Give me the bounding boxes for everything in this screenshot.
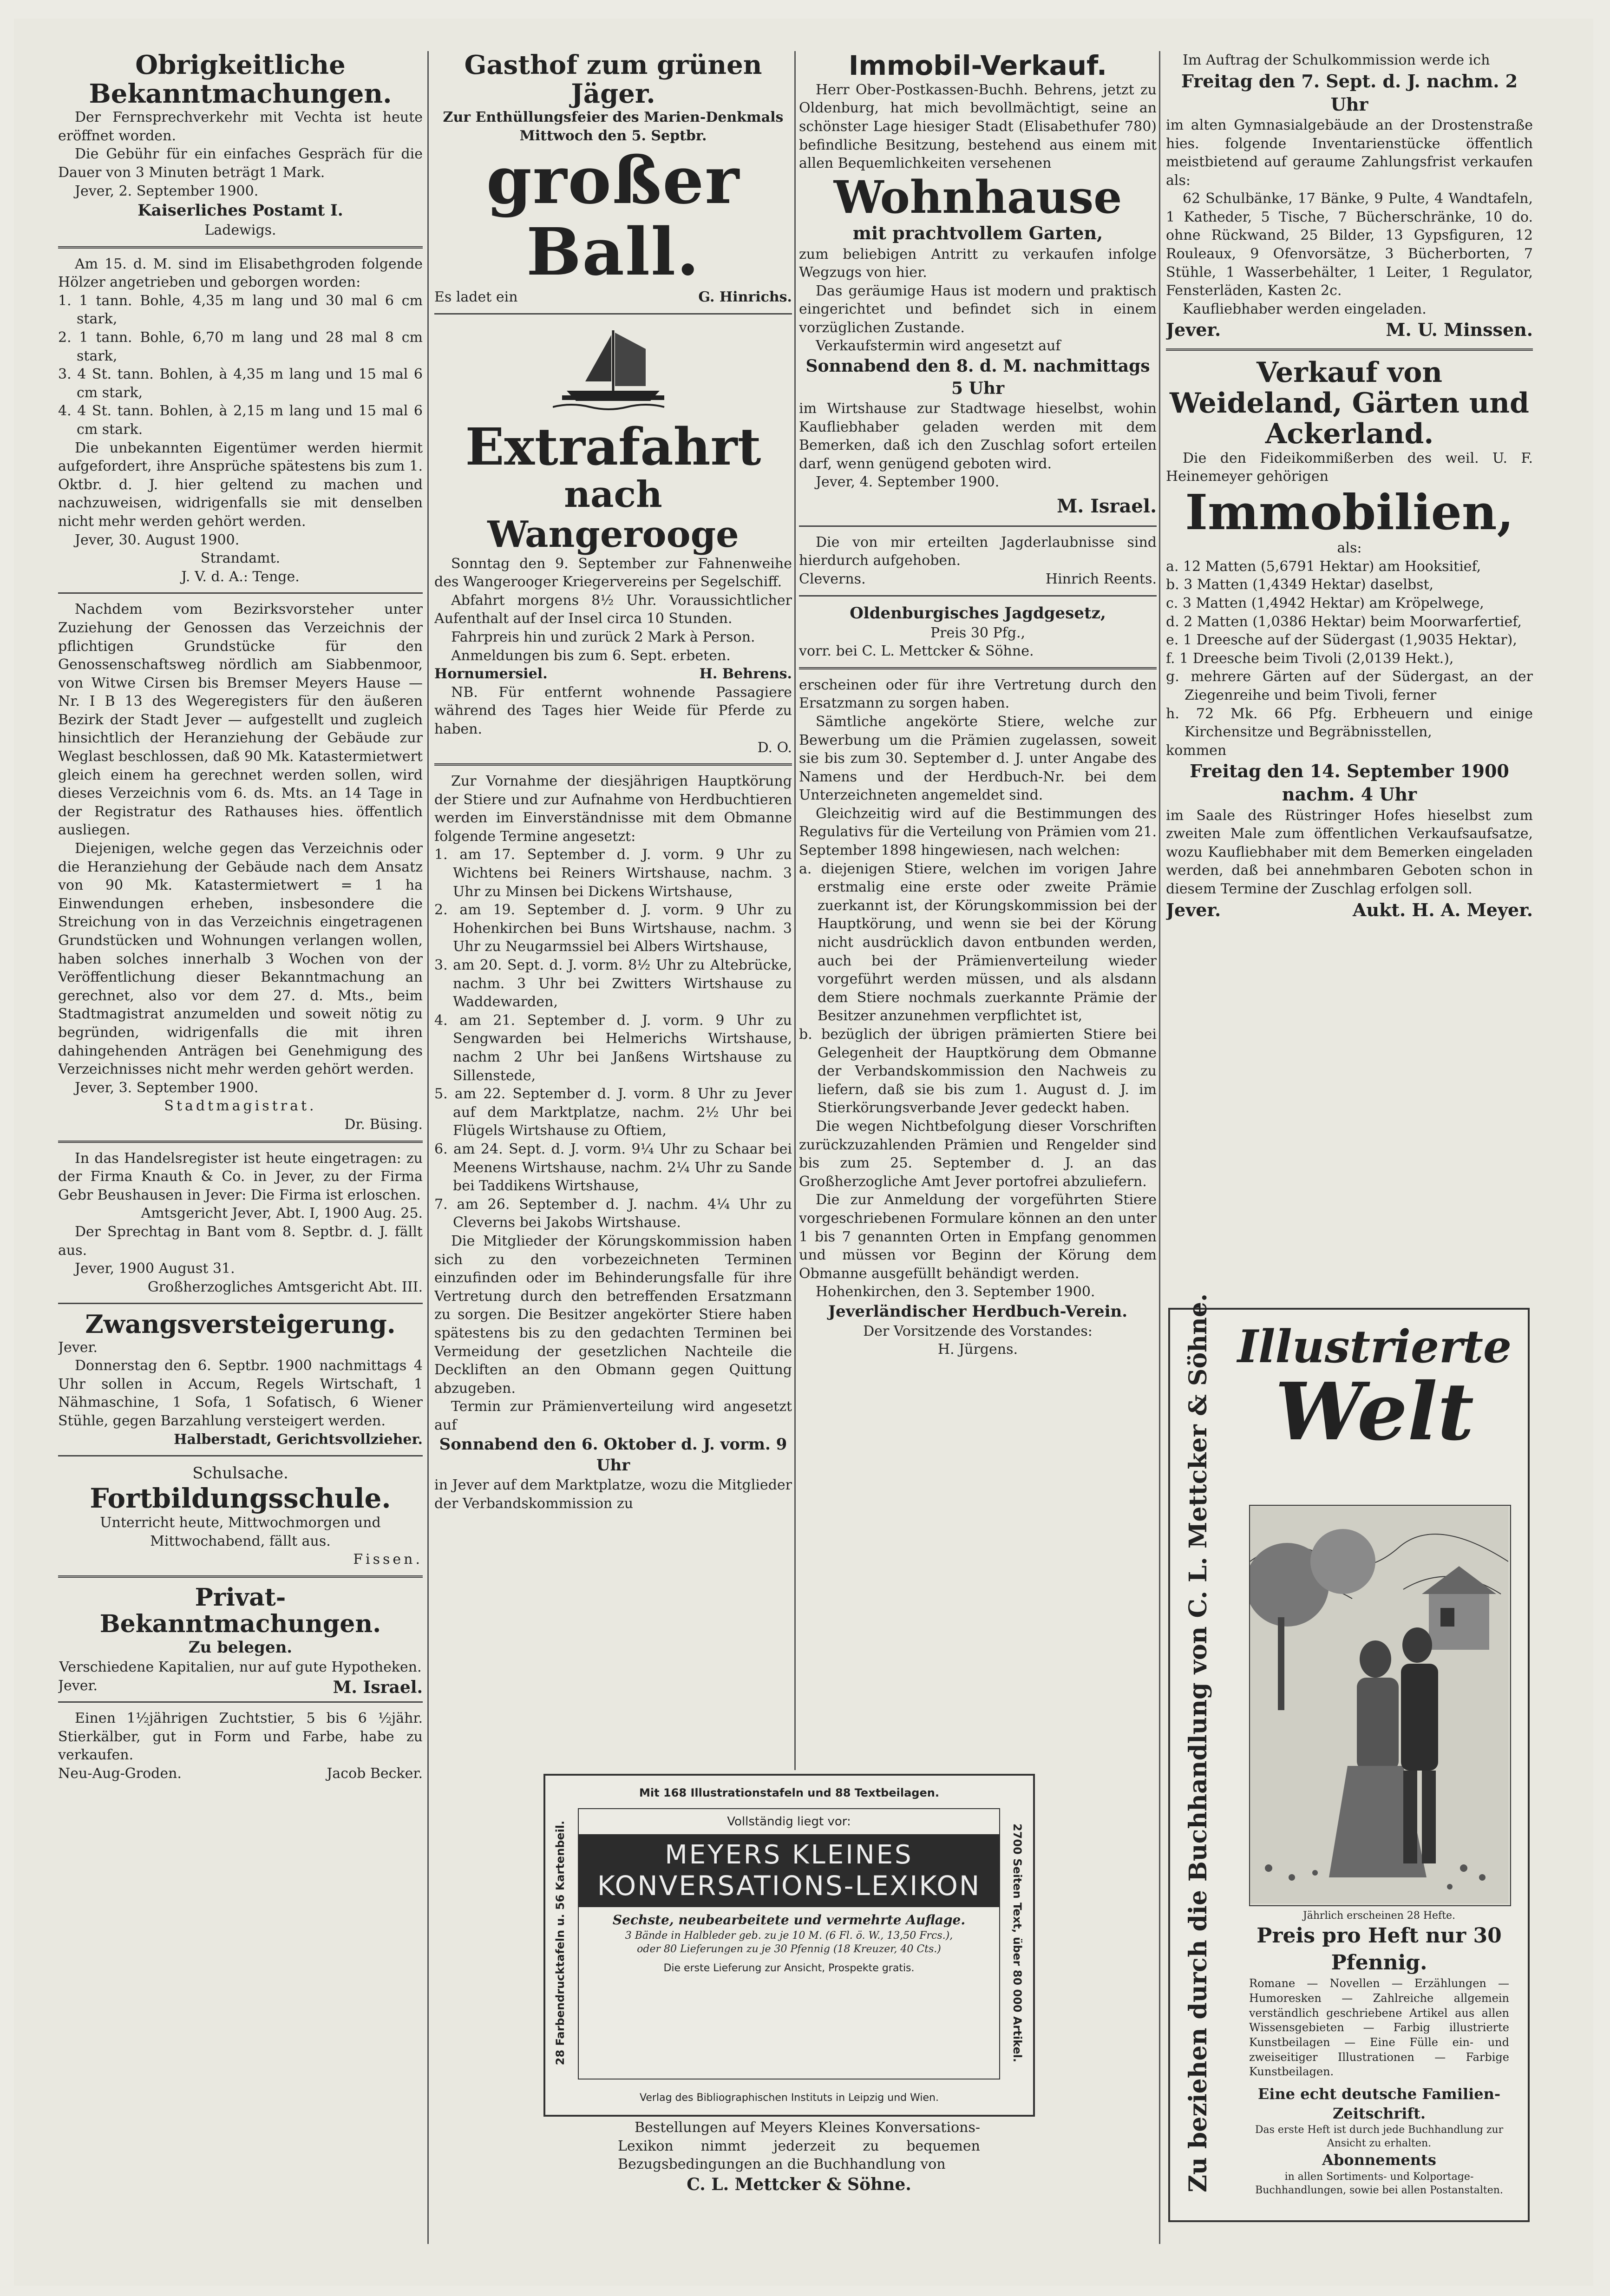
notice-footer [58,1765,423,1783]
notice-text: Zur Vornahme der diesjährigen Hauptkörung der Stiere und zur Aufnahme von Herdbuchtieren werden im Einverständnisse mit dem Obmanne folgende Termine angesetzt: [434,773,792,845]
notice-date: Jever, 2. September 1900. [75,183,259,199]
ad-side-text: 2700 Seiten Text, über 80 000 Artikel. [1011,1823,1024,2062]
ad-text: Verlag des Bibliographischen Instituts in Leipzig und Wien. [640,2092,939,2104]
notice-date: Jever, 4. September 1900. [816,474,1000,491]
notice-text: In das Handelsregister ist heute eingetragen: zu der Firma Knauth & Co. in Jever, zu der Firma Gebr Beushausen in Jever: Die Firma ist erloschen. [58,1150,423,1203]
list-item: e. 1 Dreesche auf der Südergast (1,9035 Hektar), [1166,632,1517,649]
notice-date: Freitag den 14. September 1900 nachm. 4 Uhr [1190,761,1509,805]
notice-signature: Hinrich Reents. [1045,571,1157,588]
sailing-ship-icon [553,321,674,414]
notice-signature: Ladewigs. [204,222,276,239]
list-item: 4. am 21. September d. J. vorm. 9 Uhr zu Sengwarden bei Helmerichs Wirtshause, nachm 2 Uhr bei Janßens Wirtshause zu Sillenstede, [434,1012,792,1084]
notice-text: Einen 1½jährigen Zuchtstier, 5 bis 6 ½jähr. Stierkälber, gut in Form und Farbe, habe zu verkaufen. [58,1710,423,1764]
notice-signature: Halberstadt, Gerichtsvollzieher. [174,1431,423,1448]
heading-obrigkeitliche: Obrigkeitliche Bekanntmachungen. [89,51,392,109]
divider [58,1701,423,1703]
notice-text: zum beliebigen Antritt zu verkaufen infolge Wegzugs von hier. [799,246,1157,281]
notice-signature: Großherzogliches Amtsgericht Abt. III. [147,1279,423,1295]
notice-text: vorr. bei C. L. Mettcker & Söhne. [799,643,1034,660]
column-rule [1159,51,1160,2244]
divider [58,1303,423,1304]
divider [58,592,423,594]
notice-footer [434,288,792,307]
notice-footer [799,570,1157,589]
ad-text: Jährlich erscheinen 28 Hefte. [1302,1910,1456,1922]
heading-extrafahrt: Extrafahrt [465,416,761,477]
heading-privat: Privat-Bekanntmachungen. [99,1583,381,1638]
notice-text: erscheinen oder für ihre Vertretung durch den Ersatzmann zu sorgen haben. [799,676,1157,712]
notice-text: Unterricht heute, Mittwochmorgen und Mittwochabend, fällt aus. [100,1514,381,1549]
ad-text: Vollständig liegt vor: [727,1815,851,1829]
notice-place: Cleverns. [799,571,866,588]
heading-immobil: Immobil-Verkauf. [848,51,1107,81]
column-2 [434,51,792,1513]
notice-date: Sonnabend den 6. Oktober d. J. vorm. 9 Uhr [439,1435,787,1475]
list-item: 1. 1 tann. Bohle, 4,35 m lang und 30 mal 6 cm stark, [58,292,423,328]
heading-weideland: Verkauf von Weideland, Gärten und Ackerland. [1170,356,1529,450]
notice-place: Jever. [58,1677,98,1694]
ad-price: Preis pro Heft nur 30 Pfennig. [1257,1924,1502,1975]
notice-text: Der Vorsitzende des Vorstandes: [863,1323,1093,1339]
notice-footer [434,665,792,683]
heading-wangerooge: nach Wangerooge [487,473,739,556]
notice-heading: Oldenburgisches Jagdgesetz, [850,604,1106,623]
list-item: 5. am 22. September d. J. vorm. 8 Uhr zu Jever auf dem Marktplatze, nachm. 2½ Uhr bei Flügels Wirtshause zu Oftiem, [434,1086,792,1139]
list-item: 2. 1 tann. Bohle, 6,70 m lang und 28 mal 8 cm stark, [58,329,423,364]
notice-date: Hohenkirchen, den 3. September 1900. [816,1284,1095,1300]
ad-heading: Abonnements [1322,2151,1436,2169]
column-1 [58,51,423,1783]
divider [799,525,1157,527]
notice-text: Verschiedene Kapitalien, nur auf gute Hypotheken. [59,1659,422,1675]
notice-text: Am 15. d. M. sind im Elisabethgroden folgende Hölzer angetrieben und geborgen worden: [58,256,423,291]
notice-signature: C. L. Mettcker & Söhne. [687,2174,911,2194]
notice-text: Die wegen Nichtbefolgung dieser Vorschriften zurückzuzahlenden Prämien und Rengelder sind bis zum 25. September d. J. an das Großherzogliche Amt Jever portofrei abzuliefern. [799,1118,1157,1190]
list-item: f. 1 Dreesche beim Tivoli (2,0139 Hekt.), [1166,650,1454,667]
illustrierte-welt-ad [1168,1293,1530,2222]
regulativ-list [799,860,1157,1117]
notice-place: Jever. [58,1339,98,1356]
notice-place: Neu-Aug-Groden. [58,1765,182,1782]
notice-text: Fahrpreis hin und zurück 2 Mark à Person. [451,629,755,645]
notice-text: Sonntag den 9. September zur Fahnenweihe des Wangerooger Kriegervereins per Segelschiff. [434,555,792,590]
column-3 [799,51,1157,1359]
notice-text: Die von mir erteilten Jagderlaubnisse sind hierdurch aufgehoben. [799,534,1157,569]
notice-place: Jever. [1166,899,1221,920]
notice-text: im Saale des Rüstringer Hofes hieselbst zum zweiten Male zum öffentlichen Verkaufsaufsatze, wozu Kaufliebhaber mit dem Bemerken eingeladen werden, daß bei annehmbaren Geboten schon in diesem Termine der Zuschlag erfolgen soll. [1166,807,1533,897]
heading-gasthof: Gasthof zum grünen Jäger. [464,51,762,109]
list-item: b. 3 Matten (1,4349 Hektar) daselbst, [1166,577,1434,593]
notice-footer [1166,318,1533,341]
divider [58,1575,423,1578]
notice-text: Bestellungen auf Meyers Kleines Konversations-Lexikon nimmt jederzeit zu bequemen Bezugsbedingungen an die Buchhandlung von [618,2119,980,2173]
notice-signature: Fissen. [353,1551,423,1568]
notice-text: Donnerstag den 6. Septbr. 1900 nachmittags 4 Uhr sollen in Accum, Regels Wirtschaft, 1 Nähmaschine, 1 Sofa, 1 Sofatisch, 6 Wiener Stühle, gegen Barzahlung versteigert werden. [58,1358,423,1430]
heading-zwangsversteigerung: Zwangsversteigerung. [85,1309,396,1339]
notice-text: Herr Ober-Postkassen-Buchh. Behrens, jetzt zu Oldenburg, hat mich bevollmächtigt, seine an schönster Lage hiesiger Stadt (Elisabethufer 780) befindliche Besitzung, bestehend aus einem mit allen Bequemlichkeiten versehenen [799,81,1157,172]
heading-fortbildungsschule: Fortbildungsschule. [90,1483,391,1515]
notice-date: Jever, 30. August 1900. [75,531,240,548]
notice-text: kommen [1166,742,1227,759]
notice-signature: Jacob Becker. [327,1765,423,1782]
notice-text: Der Sprechtag in Bant vom 8. Septbr. d. J. fällt aus. [58,1223,423,1259]
divider [58,246,423,249]
notice-text: 62 Schulbänke, 17 Bänke, 9 Pulte, 4 Wandtafeln, 1 Katheder, 5 Tische, 7 Bücherschränke, 10 do. ohne Rückwand, 25 Bilder, 13 Gypsfiguren, 12 Rouleaux, 9 Ofenvorsätze, 3 Bücherborten, 7 Stühle, 1 Wasserbehälter, 1 Leiter, 1 Regulator, Fensterläden, Kasten 2c. [1166,190,1533,299]
notice-heading: Zu belegen. [188,1638,293,1657]
notice-signature: H. Behrens. [699,666,792,682]
newspaper-page [14,19,1593,2286]
section-label: Schulsache. [192,1464,288,1483]
notice-signature: Stadtmagistrat. [164,1098,317,1115]
heading-wohnhause: Wohnhause [833,171,1122,223]
notice-text: Zur Enthüllungsfeier des Marien-Denkmals Mittwoch den 5. Septbr. [443,109,784,144]
ad-title-band [579,1834,999,1907]
notice-text: Abfahrt morgens 8½ Uhr. Voraussichtlicher Aufenthalt auf der Insel circa 10 Stunden. [434,592,792,627]
notice-text: NB. Für entfernt wohnende Passagiere während des Tages hier Weide für Pferde zu haben. [434,684,792,737]
notice-signature: J. V. d. A.: Tenge. [181,568,300,585]
notice-signature: Amtsgericht Jever, Abt. I, 1900 Aug. 25. [141,1205,423,1222]
heading-immobilien: Immobilien, [1185,483,1514,541]
engraving-image [1250,1506,1508,1903]
notice-text: Das geräumige Haus ist modern und praktisch eingerichtet und befindet sich in einem vorzüglichen Zustande. [799,282,1157,336]
notice-date: Freitag den 7. Sept. d. J. nachm. 2 Uhr [1181,70,1518,115]
list-item: a. 12 Matten (5,6791 Hektar) am Hooksitief, [1166,558,1481,575]
ad-title: KONVERSATIONS-LEXIKON [597,1870,981,1902]
notice-signature: D. O. [757,739,792,756]
ad-text: Romane — Novellen — Erzählungen — Humoresken — Zahlreiche allgemein verständlich geschriebene Artikel aus allen Wissensgebieten — Farbig illustrierte Kunstbeilagen — Eine Fülle ein- und zweiseitiger Illustrationen — Farbige Kunstbeilagen. [1249,1977,1509,2079]
notice-date: Jever, 3. September 1900. [75,1079,259,1096]
notice-place: Hornumersiel. [434,666,548,682]
divider [799,595,1157,597]
list-item: b. bezüglich der übrigen prämierten Stiere bei Gelegenheit der Hauptkörung dem Obmanne der Verbandskommission den Nachweis zu liefern, daß sie bis zum 1. August d. J. im Stierkörungsverbande Jever gedeckt haben. [799,1026,1157,1116]
strand-list [58,292,423,439]
meyers-order [618,2119,980,2196]
list-item: a. diejenigen Stiere, welchen im vorigen Jahre erstmalig eine erste oder zweite Prämie zuerkannt ist, der Körungskommission bei der Hauptkörung, und wenn sie bei der Körung nicht ausdrücklich davon entbunden werden, auch bei der Prämienverteilung wieder vorgeführt werden müssen, und als alsdann dem Stiere nochmals zuerkannte Prämie der Besitzer anzunehmen verpflichtet ist, [799,860,1157,1024]
ad-text: Sechste, neubearbeitete und vermehrte Auflage. [612,1912,966,1928]
ad-title: Illustrierte [1237,1320,1512,1373]
divider [799,667,1157,669]
notice-signature: M. U. Minssen. [1386,319,1533,341]
notice-heading: mit prachtvollem Garten, [852,223,1103,244]
ad-text: Die erste Lieferung zur Ansicht, Prospekte gratis. [663,1962,915,1975]
notice-signature: Kaiserliches Postamt I. [137,201,343,220]
ad-title: Welt [1275,1365,1474,1458]
divider [1166,348,1533,351]
ad-inner [578,1808,1000,2080]
notice-signature: G. Hinrichs. [698,289,792,306]
meyers-lexikon-ad [543,1774,1035,2117]
notice-text: Diejenigen, welche gegen das Verzeichnis oder die Heranziehung der Gebäude nach dem Ansatz von 90 Mk. Katastermietwert = 1 ha Einwendungen erheben, insbesondere die Streichung von in das Verzeichnis eingetragenen Grundstücken und Wohnungen verlangen wollen, haben solches innerhalb 3 Wochen von der Veröffentlichung dieser Bekanntmachung an gerechnet, also vor dem 27. d. Mts., beim Stadtmagistrat anzumelden und soweit nötig zu begründen, widrigenfalls die mit ihren dahingehenden Anträgen bei Genehmigung des Verzeichnisses nicht mehr werden gehört werden. [58,840,423,1078]
list-item: 2. am 19. September d. J. vorm. 9 Uhr zu Hohenkirchen bei Buns Wirtshause, nachm. 3 Uhr zu Neugarmssiel bei Albers Wirtshause, [434,902,792,955]
notice-date: Jever, 1900 August 31. [75,1260,235,1277]
koerung-list [434,846,792,1232]
notice-footer [1166,899,1533,922]
notice-text: Die Mitglieder der Körungskommission haben sich zu den vorbezeichneten Terminen einzufinden oder im Behinderungsfalle für ihre Vertretung durch den betreffenden Ersatzmann zu sorgen. Die Besitzer angekörter Stiere haben spätestens bis zu den gedachten Terminen bei Vermeidung der gesetzlichen Nachteile die Deckliften an den Obmann gegen Quittung abzugeben. [434,1233,792,1397]
notice-text: Sämtliche angekörte Stiere, welche zur Bewerbung um die Prämien zugelassen, soweit sie bis zum 30. September d. J. unter Angabe des Namens und der Herdbuch-Nr. bei dem Unterzeichneten angemeldet sind. [799,713,1157,804]
notice-signature: M. Israel. [333,1677,423,1697]
notice-text: Preis 30 Pfg., [930,624,1026,641]
notice-text: Kaufliebhaber werden eingeladen. [1183,301,1427,317]
notice-text: Termin zur Prämienverteilung wird angesetzt auf [434,1398,792,1433]
vertical-ad-text: Zu beziehen durch die Buchhandlung von C. L. Mettcker & Söhne. [1184,1293,1212,2192]
notice-text: Die den Fideikommißerben des weil. U. F. Heinemeyer gehörigen [1166,450,1533,485]
list-item: 1. am 17. September d. J. vorm. 9 Uhr zu Wichtens bei Reiners Wirtshause, nachm. 3 Uhr zu Minsen bei Dickens Wirtshause, [434,846,792,900]
divider [58,1455,423,1456]
notice-signature: Strandamt. [200,550,281,567]
list-item: 7. am 26. September d. J. nachm. 4¼ Uhr zu Cleverns bei Jakobs Wirtshause. [434,1196,792,1231]
heading-ball: großer Ball. [486,143,740,291]
list-item: d. 2 Matten (1,0386 Hektar) beim Moorwarfertief, [1166,613,1522,630]
notice-text: Die unbekannten Eigentümer werden hiermit aufgefordert, ihre Ansprüche spätestens bis zum 1. Oktbr. d. J. hier geltend zu machen und nachzuweisen, widrigenfalls sie mit denselben nicht mehr werden gehört werden. [58,440,423,530]
notice-date: Sonnabend den 8. d. M. nachmittags 5 Uhr [805,356,1150,398]
divider [434,763,792,766]
ad-text: oder 80 Lieferungen zu je 30 Pfennig (18 Kreuzer, 40 Cts.) [637,1943,941,1955]
notice-signature: H. Jürgens. [937,1341,1018,1358]
notice-footer [58,1677,423,1695]
weide-list [1166,558,1533,741]
ad-masthead [1235,1320,1514,1458]
notice-text: Im Auftrag der Schulkommission werde ich [1183,52,1490,68]
ad-text: Mit 168 Illustrationstafeln und 88 Textbeilagen. [639,1786,939,1799]
notice-signature: M. Israel. [1057,495,1157,518]
notice-text: Der Fernsprechverkehr mit Vechta ist heute eröffnet worden. [58,109,423,144]
notice-text: in Jever auf dem Marktplatze, wozu die Mitglieder der Verbandskommission zu [434,1477,792,1512]
column-rule [427,51,429,2244]
list-item: g. mehrere Gärten auf der Südergast, an der Ziegenreihe und beim Tivoli, ferner [1166,669,1533,703]
illustration-couple-image [1249,1505,1511,1906]
notice-text: Nachdem vom Bezirksvorsteher unter Zuziehung der Genossen das Verzeichnis der pflichtigen Grundstücke für den Genossenschaftsweg nördlich am Siabbenmoor, von Witwe Cirsen bis Bremser Meyers Hause — Nr. I B 13 des Wegeregisters für den äußeren Bezirk der Stadt Jever — aufgestellt und zugleich hinsichtlich der Heranziehung der Gebäude zur Weglast beschlossen, daß 90 Mk. Katastermietwert gleich einem ha gerechnet werden sollen, wird dieses Verzeichnis vom 6. ds. Mts. an 14 Tage in der Registratur des Rathauses hies. öffentlich ausliegen. [58,601,423,839]
list-item: h. 72 Mk. 66 Pfg. Erbheuern und einige Kirchensitze und Begräbnisstellen, [1166,705,1533,741]
list-item: 6. am 24. Sept. d. J. vorm. 9¼ Uhr zu Schaar bei Meenens Wirtshause, nachm. 2¼ Uhr zu Sande bei Taddikens Wirtshause, [434,1141,792,1194]
notice-text: Verkaufstermin wird angesetzt auf [816,338,1061,354]
ad-text: Das erste Heft ist durch jede Buchhandlung zur Ansicht zu erhalten. [1255,2124,1504,2150]
list-item: c. 3 Matten (1,4942 Hektar) am Kröpelwege, [1166,595,1484,611]
column-rule [794,51,796,1770]
ad-body [1249,1909,1509,2197]
notice-text: im alten Gymnasialgebäude an der Drostenstraße hies. folgende Inventarienstücke öffentlich meistbietend auf geraume Zahlungsfrist verkaufen als: [1166,117,1533,189]
notice-text: Gleichzeitig wird auf die Bestimmungen des Regulativs für die Verteilung von Prämien vom 21. September 1898 hingewiesen, nach welchen: [799,805,1157,859]
list-item: 4. 4 St. tann. Bohlen, à 2,15 m lang und 15 mal 6 cm stark. [58,403,423,438]
notice-text: als: [1337,540,1362,557]
ad-text: in allen Sortiments- und Kolportage-Buchhandlungen, sowie bei allen Postanstalten. [1255,2171,1503,2196]
list-item: 3. am 20. Sept. d. J. vorm. 8½ Uhr zu Altebrücke, nachm. 3 Uhr bei Zwitters Wirtshause zu Waddewarden, [434,957,792,1010]
notice-text: im Wirtshause zur Stadtwage hieselbst, wohin Kaufliebhaber geladen werden mit dem Bemerken, daß ich den Zuschlag sofort erteilen darf, wenn genügend geboten wird. [799,400,1157,472]
ad-text: 3 Bände in Halbleder geb. zu je 10 M. (6 Fl. ö. W., 13,50 Frcs.), [625,1930,953,1942]
notice-signature: Aukt. H. A. Meyer. [1352,899,1533,920]
ad-slogan: Eine echt deutsche Familien-Zeitschrift. [1257,2085,1501,2123]
notice-signature: Jeverländischer Herdbuch-Verein. [828,1302,1128,1321]
ad-side-text: 28 Farbendrucktafeln u. 56 Kartenbeil. [554,1820,567,2066]
notice-text: Es ladet ein [434,289,518,306]
notice-signature: Dr. Büsing. [344,1116,423,1133]
divider [58,1141,423,1143]
column-4 [1166,51,1533,1301]
notice-place: Jever. [1166,319,1221,341]
divider [434,313,792,315]
notice-text: Die Gebühr für ein einfaches Gespräch für die Dauer von 3 Minuten beträgt 1 Mark. [58,146,423,181]
ad-title: MEYERS KLEINES [665,1840,913,1870]
list-item: 3. 4 St. tann. Bohlen, à 4,35 m lang und 15 mal 6 cm stark, [58,366,423,401]
notice-text: Die zur Anmeldung der vorgeführten Stiere vorgeschriebenen Formulare können an den unter 1 bis 7 genannten Orten in Empfang genommen und müssen vor Beginn der Körung dem Obmanne ausgefüllt behändigt werden. [799,1192,1157,1282]
notice-text: Anmeldungen bis zum 6. Sept. erbeten. [451,647,731,664]
